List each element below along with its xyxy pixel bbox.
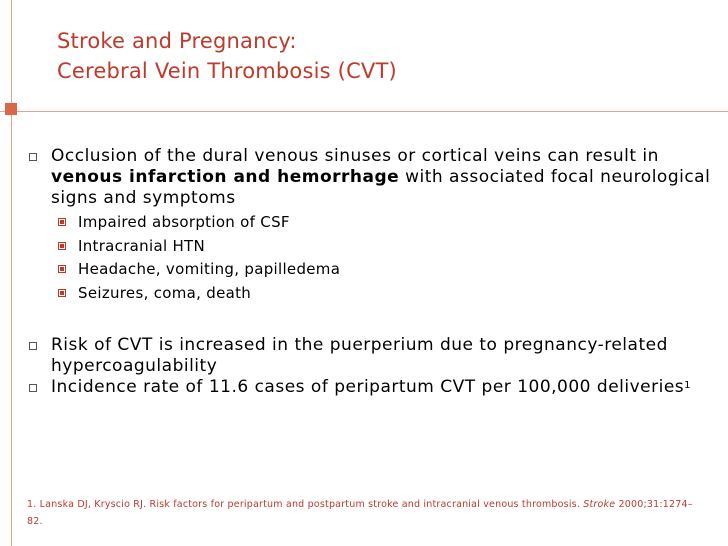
- sub-bullet-item: [52, 282, 717, 306]
- bullet-box-icon: [29, 342, 37, 350]
- sub-bullet-square-icon: [58, 289, 66, 297]
- sub-bullet-item: [52, 258, 717, 282]
- bullet-occlusion-pre: Occlusion of the dural venous sinuses or cortical veins can result in: [51, 146, 659, 166]
- accent-horizontal-line: [0, 111, 728, 112]
- accent-vertical-line: [11, 0, 12, 546]
- footnote-post: 2000;31:1274–82.: [27, 499, 693, 527]
- sub-bullet-square-icon: [58, 265, 66, 273]
- sub-bullet-text: Intracranial HTN: [78, 236, 206, 255]
- slide-content: [27, 146, 717, 398]
- accent-square: [5, 103, 17, 115]
- footnote-reference: 1: [684, 380, 692, 391]
- spacer: [27, 309, 717, 335]
- title-line-2: Cerebral Vein Thrombosis (CVT): [57, 59, 397, 83]
- bullet-risk: [27, 335, 717, 377]
- bullet-box-icon: [29, 153, 37, 161]
- sub-bullet-text: Impaired absorption of CSF: [78, 213, 290, 231]
- footnote: [27, 496, 707, 530]
- bullet-occlusion-post: with associated focal neurological signs and symptoms: [51, 167, 711, 208]
- sub-bullet-item: [52, 235, 717, 259]
- bullet-occlusion: [27, 146, 717, 305]
- sub-bullet-text: Headache, vomiting, papilledema: [78, 260, 341, 278]
- sub-bullet-list: [51, 211, 717, 305]
- sub-bullet-text: Seizures, coma, death: [78, 283, 252, 302]
- footnote-journal: Stroke: [583, 499, 616, 510]
- bullet-box-icon: [29, 384, 37, 392]
- bullet-occlusion-bold: venous infarction and hemorrhage: [51, 167, 400, 187]
- sub-bullet-square-icon: [58, 242, 66, 250]
- bullet-incidence: [27, 377, 717, 398]
- title-line-1: Stroke and Pregnancy:: [57, 29, 297, 53]
- bullet-incidence-text: Incidence rate of 11.6 cases of peripartum CVT per 100,000 deliveries: [51, 377, 685, 397]
- sub-bullet-square-icon: [58, 218, 66, 226]
- sub-bullet-item: [52, 211, 717, 235]
- footnote-pre: 1. Lanska DJ, Kryscio RJ. Risk factors for peripartum and postpartum stroke and intracranial venous thrombosis.: [27, 499, 584, 510]
- slide-title: [57, 26, 397, 86]
- bullet-risk-text: Risk of CVT is increased in the puerperium due to pregnancy-related hypercoagulability: [51, 335, 668, 376]
